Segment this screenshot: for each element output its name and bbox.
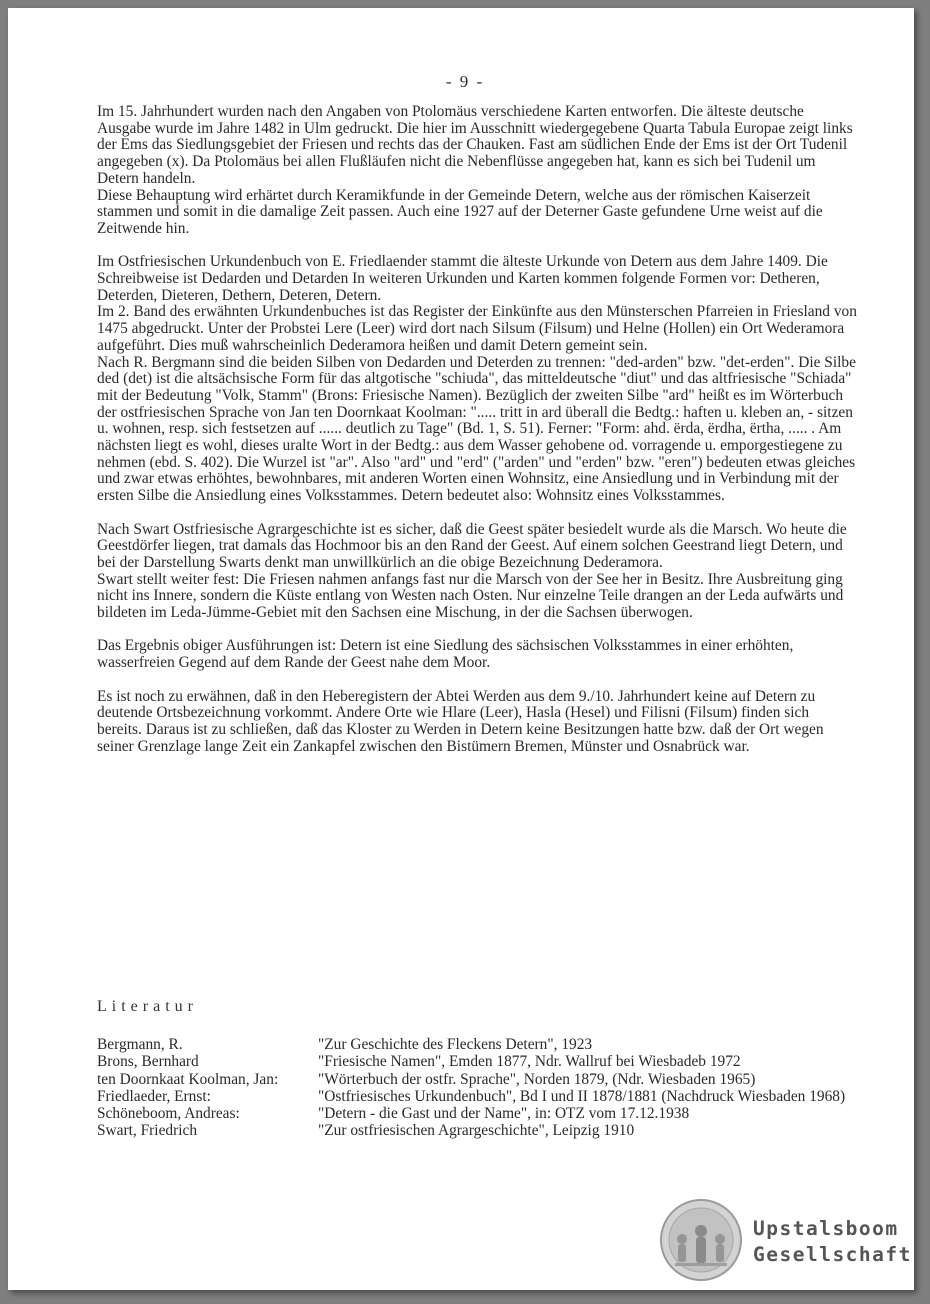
paragraph: Nach Swart Ostfriesische Agrargeschichte ist es sicher, daß die Geest später besiedelt wurde als die Marsch. Wo heute die Geestdörfer liegen, trat damals das Hochmoor bis an den Rand der Geest. Auf einem solchen Geestrand liegt Detern, und bei der Darstellung Swarts denkt man unwillkürlich an die obige Bezeichnung Dederamora.: [97, 520, 847, 571]
literature-work: "Friesische Namen", Emden 1877, Ndr. Wallruf bei Wiesbadeb 1972: [318, 1053, 741, 1071]
society-name-line: Upstalsboom: [753, 1217, 899, 1240]
paragraph: Im 2. Band des erwähnten Urkundenbuches ist das Register der Einkünfte aus den Münsterschen Pfarreien in Friesland von 1475 abgedruckt. Unter der Probstei Lere (Leer) wird dort nach Silsum (Filsum) und Helne (Hollen) ein Ort Wederamora aufgeführt. Dies muß wahrscheinlich Dederamora heißen und damit Detern gemeint sein.: [97, 303, 857, 354]
literature-work: "Wörterbuch der ostfr. Sprache", Norden 1879, (Ndr. Wiesbaden 1965): [318, 1070, 756, 1088]
paragraph: Swart stellt weiter fest: Die Friesen nahmen anfangs fast nur die Marsch von der See her in Besitz. Ihre Ausbreitung ging nicht ins Innere, sondern die Küste entlang von Westen nach Osten. Nur einzelne Teile drangen an der Leda aufwärts und bildeten im Leda-Jümme-Gebiet mit den Sachsen eine Mischung, in der die Sachsen überwogen.: [97, 570, 844, 622]
literature-entry: [97, 1071, 857, 1088]
literature-entry: [97, 1105, 857, 1122]
literature-author: Schöneboom, Andreas:: [97, 1105, 240, 1123]
literature-author: Swart, Friedrich: [97, 1122, 198, 1140]
section-ptolemy: [97, 104, 857, 238]
literature-work: "Zur ostfriesischen Agrargeschichte", Leipzig 1910: [318, 1122, 635, 1140]
literature-work: "Detern - die Gast und der Name", in: OTZ vom 17.12.1938: [318, 1105, 690, 1123]
literature-list: [97, 1036, 857, 1140]
paragraph: Im 15. Jahrhundert wurden nach den Angaben von Ptolomäus verschiedene Karten entworfen. Die älteste deutsche Ausgabe wurde im Jahre 1482 in Ulm gedruckt. Die hier im Ausschnitt wiedergegebene Quarta Tabula Europae zeigt links der Ems das Siedlungsgebiet der Friesen und rechts das der Chauken. Fast am südlichen Ende der Ems ist der Ort Tudenil angegeben (x). Da Ptolomäus bei allen Flußläufen nicht die Nebenflüsse angegeben hat, kann es sich bei Tudenil um Detern handeln.: [97, 103, 853, 187]
literature-author: ten Doornkaat Koolman, Jan:: [97, 1070, 279, 1088]
section-urkundenbuch: [97, 254, 857, 505]
literature-author: Friedlaeder, Ernst:: [97, 1087, 211, 1105]
literature-entry: [97, 1088, 857, 1105]
literature-author: Bergmann, R.: [97, 1036, 183, 1053]
section-swart: [97, 522, 857, 622]
paragraph: Das Ergebnis obiger Ausführungen ist: Detern ist eine Siedlung des sächsischen Volksstammes in einer erhöhten, wasserfreien Gegend auf dem Rande der Geest nahe dem Moor.: [97, 637, 794, 672]
paragraph: Es ist noch zu erwähnen, daß in den Heberegistern der Abtei Werden aus dem 9./10. Jahrhundert keine auf Detern zu deutende Ortsbezeichnung vorkommt. Andere Orte wie Hlare (Leer), Hasla (Hesel) und Filisni (Filsum) finden sich bereits. Daraus ist zu schließen, daß das Kloster zu Werden in Detern keine Besitzungen hatte bzw. daß der Ort wegen seiner Grenzlage lange Zeit ein Zankapfel zwischen den Bistümern Bremen, Münster und Osnabrück war.: [97, 687, 824, 755]
literature-work: "Ostfriesisches Urkundenbuch", Bd I und II 1878/1881 (Nachdruck Wiesbaden 1968): [318, 1087, 846, 1105]
literature-entry: [97, 1122, 857, 1139]
literature-entry: [97, 1053, 857, 1070]
paragraph: Nach R. Bergmann sind die beiden Silben von Dedarden und Deterden zu trennen: "ded-arden" bzw. "det-erden". Die Silbe ded (det) ist die altsächsische Form für das altgotische "schiuda", das mitteldeutsche "diut" und das altfriesische "Schiada" mit der Bedeutung "Volk, Stamm" (Brons: Friesische Namen). Bezüglich der zweiten Silbe "ard" heißt es im Wörterbuch der ostfriesischen Sprache von Jan ten Doornkaat Koolman: "..... tritt in ard überall die Bedtg.: haften u. kleben an, - sitzen u. wohnen, resp. sich festsetzen auf ...... deutlich zu Tage" (Bd. 1, S. 51). Ferner: "Form: ahd. ërda, ërdha, ërtha, ..... . Am nächsten liegt es wohl, dieses uralte Wort in der Bedtg.: aus dem Wasser gehobene od. vorragende u. emporgestiegene zu nehmen (ebd. S. 402). Die Wurzel ist "ar". Also "ard" und "erd" ("arden" und "erden" bzw. "eren") bedeuten etwas gleiches und zwar etwas erhöhtes, bewohnbares, mit anderen Worten einen Wohnsitz, eine Ansiedlung und in Verbindung mit der ersten Silbe die Ansiedlung eines Volksstammes. Detern bedeutet also: Wohnsitz eines Volksstammes.: [97, 353, 856, 505]
society-name: [753, 1216, 912, 1268]
paragraph: Im Ostfriesischen Urkundenbuch von E. Friedlaender stammt die älteste Urkunde von Detern aus dem Jahre 1409. Die Schreibweise ist Dedarden und Detarden In weiteren Urkunden und Karten kommen folgende Formen vor: Detheren, Deterden, Dieteren, Dethern, Deteren, Detern.: [97, 253, 828, 304]
literature-heading: Literatur: [97, 998, 198, 1015]
literature-entry: [97, 1036, 857, 1053]
page-number: - 9 -: [445, 72, 485, 91]
literature-work: "Zur Geschichte des Fleckens Detern", 1923: [318, 1036, 593, 1053]
society-seal-icon: [660, 1199, 742, 1281]
section-ergebnis: [97, 638, 857, 671]
society-name-line: Gesellschaft: [753, 1243, 912, 1266]
paragraph: Diese Behauptung wird erhärtet durch Keramikfunde in der Gemeinde Detern, welche aus der römischen Kaiserzeit stammen und somit in die damalige Zeit passen. Auch eine 1927 auf der Deterner Gaste gefundene Urne weist auf die Zeitwende hin.: [97, 186, 823, 237]
body-text: [97, 104, 857, 772]
literature-author: Brons, Bernhard: [97, 1053, 199, 1071]
section-heberegister: [97, 689, 857, 756]
